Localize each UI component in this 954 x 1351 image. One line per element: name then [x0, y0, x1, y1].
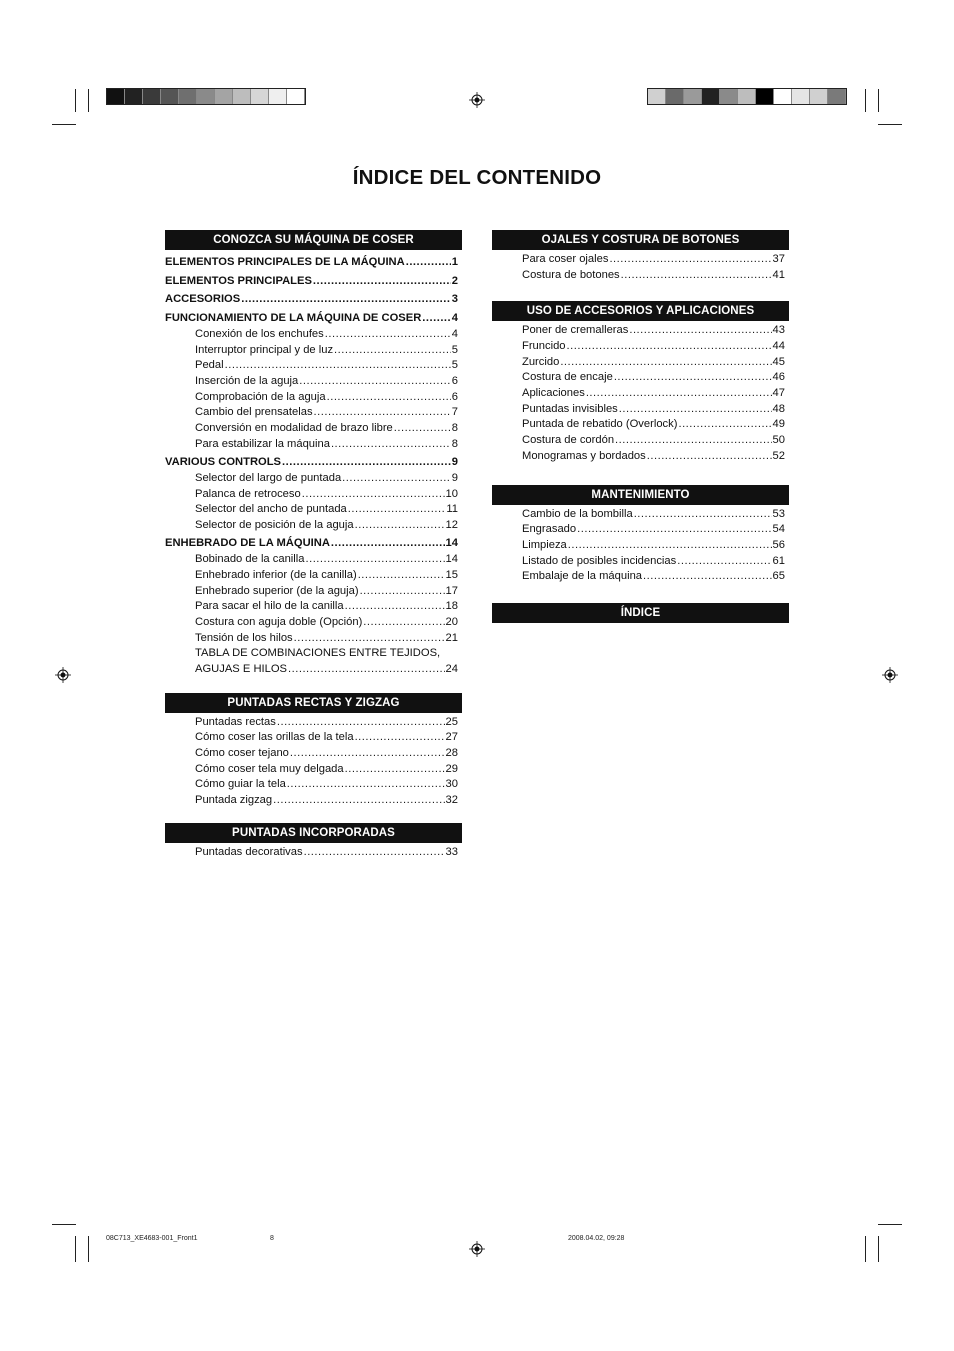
toc-entry-title: Puntadas invisibles [522, 402, 618, 415]
toc-entry-page: 65 [772, 570, 785, 583]
page-title: ÍNDICE DEL CONTENIDO [352, 166, 602, 189]
leader-dots [348, 502, 446, 518]
toc-entry-title: Limpieza [522, 538, 567, 551]
toc-entry-page: 48 [772, 402, 785, 415]
leader-dots [305, 552, 444, 568]
toc-entry[interactable] [165, 390, 462, 406]
color-swatch [666, 89, 684, 104]
toc-entry[interactable] [165, 778, 462, 794]
toc-entry-title: Puntadas rectas [195, 715, 276, 728]
color-swatch [738, 89, 756, 104]
toc-entry-title: Para sacar el hilo de la canilla [195, 600, 344, 613]
toc-section [492, 301, 789, 464]
toc-entry-page: 53 [772, 507, 785, 520]
toc-entry-page: 46 [772, 371, 785, 384]
toc-entry[interactable] [165, 502, 462, 518]
toc-entry-page: 15 [445, 568, 458, 581]
leader-dots [277, 715, 445, 731]
toc-entry-title: Cambio de la bombilla [522, 507, 633, 520]
footer-page-number: 8 [270, 1235, 274, 1242]
color-swatch [287, 89, 305, 104]
toc-entry-page: 24 [445, 663, 458, 676]
toc-entry[interactable] [165, 568, 462, 584]
leader-dots [678, 417, 771, 433]
toc-entry-title: Selector del ancho de puntada [195, 503, 347, 516]
toc-entry-title: Conexión de los enchufes [195, 327, 324, 340]
toc-entry[interactable] [492, 522, 789, 538]
toc-entry-page: 8 [451, 422, 458, 435]
color-bar-right [647, 88, 847, 105]
toc-entry[interactable] [165, 309, 462, 328]
toc-entry-title: Costura con aguja doble (Opción) [195, 615, 363, 628]
toc-entry-title: Pedal [195, 359, 224, 372]
toc-entry-page: 18 [445, 600, 458, 613]
toc-entry-title: ENHEBRADO DE LA MÁQUINA [165, 536, 330, 549]
toc-entry-page: 45 [772, 355, 785, 368]
toc-left-column [165, 230, 462, 861]
color-swatch [810, 89, 828, 104]
leader-dots [406, 253, 451, 272]
leader-dots [304, 845, 445, 861]
toc-entry-page: 11 [446, 503, 458, 516]
toc-entry-page: 7 [451, 406, 458, 419]
leader-dots [331, 437, 451, 453]
color-swatch [756, 89, 774, 104]
toc-section [492, 603, 789, 623]
toc-entry-page: 12 [445, 519, 458, 532]
leader-dots [619, 402, 772, 418]
leader-dots [327, 390, 451, 406]
leader-dots [313, 272, 451, 291]
leader-dots [634, 507, 772, 523]
toc-entry-title: Listado de posibles incidencias [522, 554, 677, 567]
toc-entry[interactable] [492, 268, 789, 284]
color-swatch [233, 89, 251, 104]
toc-entry[interactable] [492, 402, 789, 418]
toc-entry[interactable] [165, 615, 462, 631]
toc-entry[interactable] [165, 662, 462, 678]
toc-entry-page: 1 [451, 256, 458, 268]
toc-entry-title: Costura de botones [522, 268, 620, 281]
color-swatch [269, 89, 287, 104]
toc-entry-line: TABLA DE COMBINACIONES ENTRE TEJIDOS, [195, 647, 441, 660]
leader-dots [355, 730, 445, 746]
leader-dots [568, 538, 772, 554]
toc-entry-title: Aplicaciones [522, 387, 585, 400]
toc-entry[interactable] [492, 538, 789, 554]
toc-section [165, 823, 462, 861]
leader-dots [677, 554, 771, 570]
toc-entry-title: VARIOUS CONTROLS [165, 455, 282, 468]
toc-entry-page: 54 [772, 523, 785, 536]
section-header: USO DE ACCESORIOS Y APLICACIONES [492, 301, 789, 321]
toc-entry-title: Selector de posición de la aguja [195, 519, 354, 532]
leader-dots [615, 433, 772, 449]
toc-entry-title: Palanca de retroceso [195, 487, 301, 500]
toc-entry-title: Enhebrado inferior (de la canilla) [195, 568, 357, 581]
toc-entry-title: Costura de encaje [522, 371, 613, 384]
toc-entry[interactable] [492, 252, 789, 268]
toc-section [492, 485, 789, 585]
leader-dots [629, 323, 771, 339]
leader-dots [314, 405, 451, 421]
toc-entry[interactable] [165, 290, 462, 309]
toc-entry[interactable] [165, 793, 462, 809]
color-swatch [720, 89, 738, 104]
section-header: CONOZCA SU MÁQUINA DE COSER [165, 230, 462, 250]
toc-entry-title: Enhebrado superior (de la aguja) [195, 584, 359, 597]
toc-entry-title: Puntadas decorativas [195, 845, 303, 858]
toc-entry[interactable] [165, 374, 462, 390]
toc-entry-title: Embalaje de la máquina [522, 570, 643, 583]
leader-dots [422, 309, 450, 328]
toc-entry[interactable] [165, 762, 462, 778]
toc-entry-title: Cómo coser tejano [195, 747, 289, 760]
color-swatch [161, 89, 179, 104]
toc-entry[interactable] [492, 433, 789, 449]
toc-entry-page: 30 [445, 778, 458, 791]
toc-entry-page: 49 [772, 418, 785, 431]
toc-entry-title: ACCESORIOS [165, 293, 241, 305]
registration-mark-right-icon [882, 667, 898, 683]
toc-entry[interactable] [165, 715, 462, 731]
leader-dots [225, 358, 451, 374]
toc-entry-page: 8 [451, 437, 458, 450]
color-swatch [215, 89, 233, 104]
toc-entry[interactable] [492, 507, 789, 523]
toc-entry-page: 14 [445, 553, 458, 566]
registration-mark-top-icon [469, 92, 485, 108]
toc-entry[interactable] [492, 339, 789, 355]
toc-entry-page: 6 [451, 390, 458, 403]
toc-entry[interactable] [165, 343, 462, 359]
toc-entry-page: 4 [451, 311, 458, 324]
toc-entry-title: Cómo coser tela muy delgada [195, 762, 344, 775]
toc-entry-title: Costura de cordón [522, 434, 615, 447]
toc-entry-title: Engrasado [522, 523, 577, 536]
toc-entry[interactable] [165, 421, 462, 437]
toc-entry[interactable] [165, 518, 462, 534]
leader-dots [331, 534, 445, 553]
toc-entry-title: Monogramas y bordados [522, 449, 646, 462]
toc-entry[interactable] [165, 584, 462, 600]
toc-entry-title: Puntada zigzag [195, 794, 273, 807]
toc-entry[interactable] [492, 554, 789, 570]
section-header: OJALES Y COSTURA DE BOTONES [492, 230, 789, 250]
toc-entry-page: 37 [772, 252, 785, 265]
toc-entry[interactable] [165, 631, 462, 647]
toc-section [165, 230, 462, 678]
color-swatch [125, 89, 143, 104]
toc-entry-title: Conversión en modalidad de brazo libre [195, 422, 393, 435]
toc-entry[interactable] [492, 370, 789, 386]
toc-entry-title: ELEMENTOS PRINCIPALES [165, 274, 312, 287]
toc-entry-title: Tensión de los hilos [195, 631, 293, 644]
toc-entry[interactable] [165, 471, 462, 487]
registration-mark-bottom-icon [469, 1241, 485, 1257]
toc-entry[interactable] [492, 323, 789, 339]
leader-dots [647, 449, 772, 465]
toc-entry-title: FUNCIONAMIENTO DE LA MÁQUINA DE COSER [165, 311, 422, 324]
toc-entry[interactable] [492, 386, 789, 402]
toc-entry-title: AGUJAS E HILOS [195, 663, 288, 676]
toc-entry[interactable] [492, 355, 789, 371]
toc-entry-title: Selector del largo de puntada [195, 471, 342, 484]
toc-entry-page: 43 [772, 324, 785, 337]
leader-dots [358, 568, 445, 584]
toc-entry-title: Fruncido [522, 340, 566, 353]
toc-entry-page: 61 [772, 554, 785, 567]
toc-entry[interactable] [165, 327, 462, 343]
toc-entry-page: 25 [445, 715, 458, 728]
section-header: MANTENIMIENTO [492, 485, 789, 505]
toc-entry[interactable] [165, 253, 462, 272]
leader-dots [325, 327, 451, 343]
toc-section [165, 693, 462, 809]
toc-entry-page: 20 [445, 615, 458, 628]
color-swatch [179, 89, 197, 104]
toc-entry-page: 44 [772, 340, 785, 353]
toc-entry[interactable] [165, 534, 462, 553]
toc-entry-page: 5 [451, 343, 458, 356]
toc-entry-page: 5 [451, 359, 458, 372]
leader-dots [342, 471, 451, 487]
toc-entry-title: Poner de cremalleras [522, 324, 629, 337]
leader-dots [345, 599, 445, 615]
toc-entry-title: Puntada de rebatido (Overlock) [522, 418, 678, 431]
color-swatch [774, 89, 792, 104]
leader-dots [288, 662, 445, 678]
toc-entry[interactable] [165, 272, 462, 291]
toc-entry-title: Comprobación de la aguja [195, 390, 326, 403]
leader-dots [302, 487, 445, 503]
toc-entry-title: Cómo guiar la tela [195, 778, 286, 791]
leader-dots [577, 522, 771, 538]
toc-entry-page: 4 [451, 327, 458, 340]
leader-dots [334, 343, 451, 359]
color-swatch [684, 89, 702, 104]
toc-entry[interactable] [492, 418, 789, 434]
leader-dots [567, 339, 772, 355]
color-swatch [702, 89, 720, 104]
toc-entry[interactable] [492, 569, 789, 585]
toc-section [492, 230, 789, 283]
color-swatch [107, 89, 125, 104]
toc-entry-title: Zurcido [522, 355, 560, 368]
leader-dots [294, 631, 445, 647]
leader-dots [345, 762, 445, 778]
toc-entry-page: 10 [445, 487, 458, 500]
toc-entry[interactable] [165, 730, 462, 746]
footer-file: 08C713_XE4683-001_Front1 [106, 1235, 198, 1242]
color-swatch [143, 89, 161, 104]
leader-dots [290, 746, 445, 762]
toc-entry[interactable] [165, 845, 462, 861]
section-header: PUNTADAS RECTAS Y ZIGZAG [165, 693, 462, 713]
color-swatch [648, 89, 666, 104]
footer-timestamp: 2008.04.02, 09:28 [568, 1235, 625, 1242]
toc-entry[interactable] [165, 405, 462, 421]
leader-dots [282, 453, 451, 472]
toc-entry-page: 47 [772, 387, 785, 400]
toc-entry-title: Cambio del prensatelas [195, 406, 313, 419]
toc-entry[interactable] [492, 449, 789, 465]
toc-entry-page: 9 [451, 471, 458, 484]
toc-entry-page: 28 [445, 747, 458, 760]
leader-dots [355, 518, 445, 534]
toc-right-column [492, 230, 789, 623]
toc-entry[interactable] [165, 746, 462, 762]
leader-dots [643, 569, 772, 585]
toc-entry[interactable] [165, 487, 462, 503]
toc-entry[interactable] [165, 453, 462, 472]
toc-entry-page: 14 [445, 536, 458, 549]
toc-entry-title: Cómo coser las orillas de la tela [195, 731, 354, 744]
toc-entry-page: 52 [772, 449, 785, 462]
toc-entry-page: 50 [772, 434, 785, 447]
toc-entry-page: 3 [451, 293, 458, 305]
leader-dots [394, 421, 451, 437]
toc-entry[interactable] [165, 599, 462, 615]
toc-entry-title: Para estabilizar la máquina [195, 437, 330, 450]
toc-entry-page: 32 [445, 794, 458, 807]
toc-entry-title: ELEMENTOS PRINCIPALES DE LA MÁQUINA [165, 256, 405, 268]
leader-dots [287, 777, 445, 793]
leader-dots [614, 370, 772, 386]
toc-entry-page: 2 [451, 274, 458, 287]
color-bar-left [106, 88, 306, 105]
toc-entry-title: Interruptor principal y de luz [195, 343, 334, 356]
toc-entry-page: 27 [445, 731, 458, 744]
toc-entry-page: 21 [445, 631, 458, 644]
color-swatch [792, 89, 810, 104]
toc-entry-page: 29 [445, 762, 458, 775]
toc-entry-title: Para coser ojales [522, 252, 609, 265]
toc-entry[interactable] [165, 437, 462, 453]
toc-entry[interactable] [165, 358, 462, 374]
toc-entry-page: 33 [445, 845, 458, 858]
section-header: PUNTADAS INCORPORADAS [165, 823, 462, 843]
leader-dots [363, 615, 444, 631]
toc-entry-page: 6 [451, 375, 458, 388]
leader-dots [621, 268, 772, 284]
leader-dots [299, 374, 451, 390]
leader-dots [609, 252, 771, 268]
toc-entry[interactable] [165, 552, 462, 568]
toc-entry-page: 9 [451, 455, 458, 468]
color-swatch [828, 89, 846, 104]
registration-mark-left-icon [55, 667, 71, 683]
leader-dots [586, 386, 772, 402]
toc-entry-page: 17 [445, 584, 458, 597]
leader-dots [273, 793, 444, 809]
color-swatch [197, 89, 215, 104]
section-header: ÍNDICE [492, 603, 789, 623]
toc-entry-title: Inserción de la aguja [195, 375, 299, 388]
color-swatch [251, 89, 269, 104]
leader-dots [560, 355, 771, 371]
leader-dots [241, 290, 451, 309]
toc-entry-title: Bobinado de la canilla [195, 553, 305, 566]
leader-dots [360, 584, 445, 600]
toc-entry-page: 56 [772, 538, 785, 551]
toc-entry-page: 41 [772, 268, 785, 281]
